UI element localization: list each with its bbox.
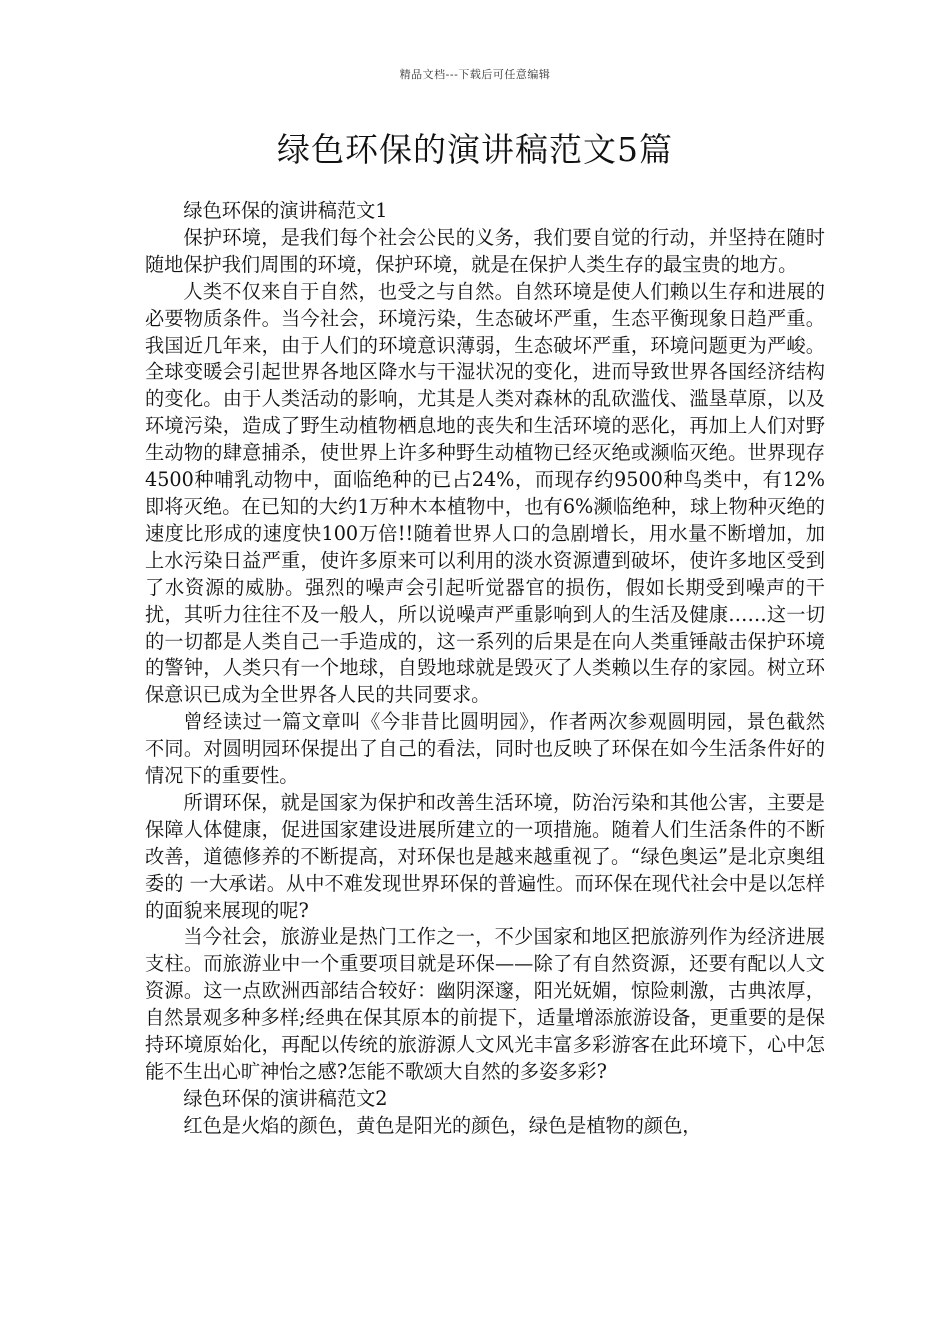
paragraph: 保护环境，是我们每个社会公民的义务，我们要自觉的行动，并坚持在随时随地保护我们周围的环境，保护环境，就是在保护人类生存的最宝贵的地方。 (145, 225, 825, 276)
document-body (145, 198, 825, 1140)
page-header: 精品文档---下载后可任意编辑 (399, 68, 551, 81)
document-title: 绿色环保的演讲稿范文5篇 (277, 130, 673, 169)
section-heading: 绿色环保的演讲稿范文1 (183, 199, 388, 222)
paragraph: 所谓环保，就是国家为保护和改善生活环境，防治污染和其他公害，主要是保障人体健康，促进国家建设进展所建立的一项措施。随着人们生活条件的不断改善，道德修养的不断提高，对环保也是越来越重视了。“绿色奥运”是北京奥组委的 一大承诺。从中不难发现世界环保的普遍性。而环保在现代社会中是以怎样的面貌来展现的呢? (145, 790, 825, 922)
paragraph: 人类不仅来自于自然，也受之与自然。自然环境是使人们赖以生存和进展的必要物质条件。当今社会，环境污染，生态破坏严重，生态平衡现象日趋严重。我国近几年来，由于人们的环境意识薄弱，生态破坏严重，环境问题更为严峻。全球变暖会引起世界各地区降水与干湿状况的变化，进而导致世界各国经济结构的变化。由于人类活动的影响，尤其是人类对森林的乱砍滥伐、滥垦草原，以及环境污染，造成了野生动植物栖息地的丧失和生活环境的恶化，再加上人们对野生动物的肆意捕杀，使世界上许多种野生动植物已经灭绝或濒临灭绝。世界现存4500种哺乳动物中，面临绝种的已占24%，而现存约9500种鸟类中，有12%即将灭绝。在已知的大约1万种木本植物中，也有6%濒临绝种，球上物种灭绝的速度比形成的速度快100万倍!!随着世界人口的急剧增长，用水量不断增加，加上水污染日益严重，使许多原来可以利用的淡水资源遭到破坏，使许多地区受到了水资源的威胁。强烈的噪声会引起听觉器官的损伤，假如长期受到噪声的干扰，其听力往往不及一般人，所以说噪声严重影响到人的生活及健康……这一切的一切都是人类自己一手造成的，这一系列的后果是在向人类重锤敲击保护环境的警钟，人类只有一个地球，自毁地球就是毁灭了人类赖以生存的家园。树立环保意识已成为全世界各人民的共同要求。 (145, 279, 825, 707)
paragraph: 当今社会，旅游业是热门工作之一，不少国家和地区把旅游列作为经济进展支柱。而旅游业中一个重要项目就是环保——除了有自然资源，还要有配以人文资源。这一点欧洲西部结合较好：幽阴深邃，阳光妩媚，惊险刺激，古典浓厚，自然景观多种多样;经典在保其原本的前提下，适量增添旅游设备，更重要的是保持环境原始化，再配以传统的旅游源人文风光丰富多彩游客在此环境下，心中怎能不生出心旷神怡之感?怎能不歌颂大自然的多姿多彩? (145, 925, 825, 1083)
section-heading: 绿色环保的演讲稿范文2 (183, 1086, 388, 1110)
paragraph: 红色是火焰的颜色，黄色是阳光的颜色，绿色是植物的颜色， (183, 1113, 702, 1137)
paragraph: 曾经读过一篇文章叫《今非昔比圆明园》，作者两次参观圆明园，景色截然不同。对圆明园环保提出了自己的看法，同时也反映了环保在如今生活条件好的情况下的重要性。 (145, 710, 825, 788)
